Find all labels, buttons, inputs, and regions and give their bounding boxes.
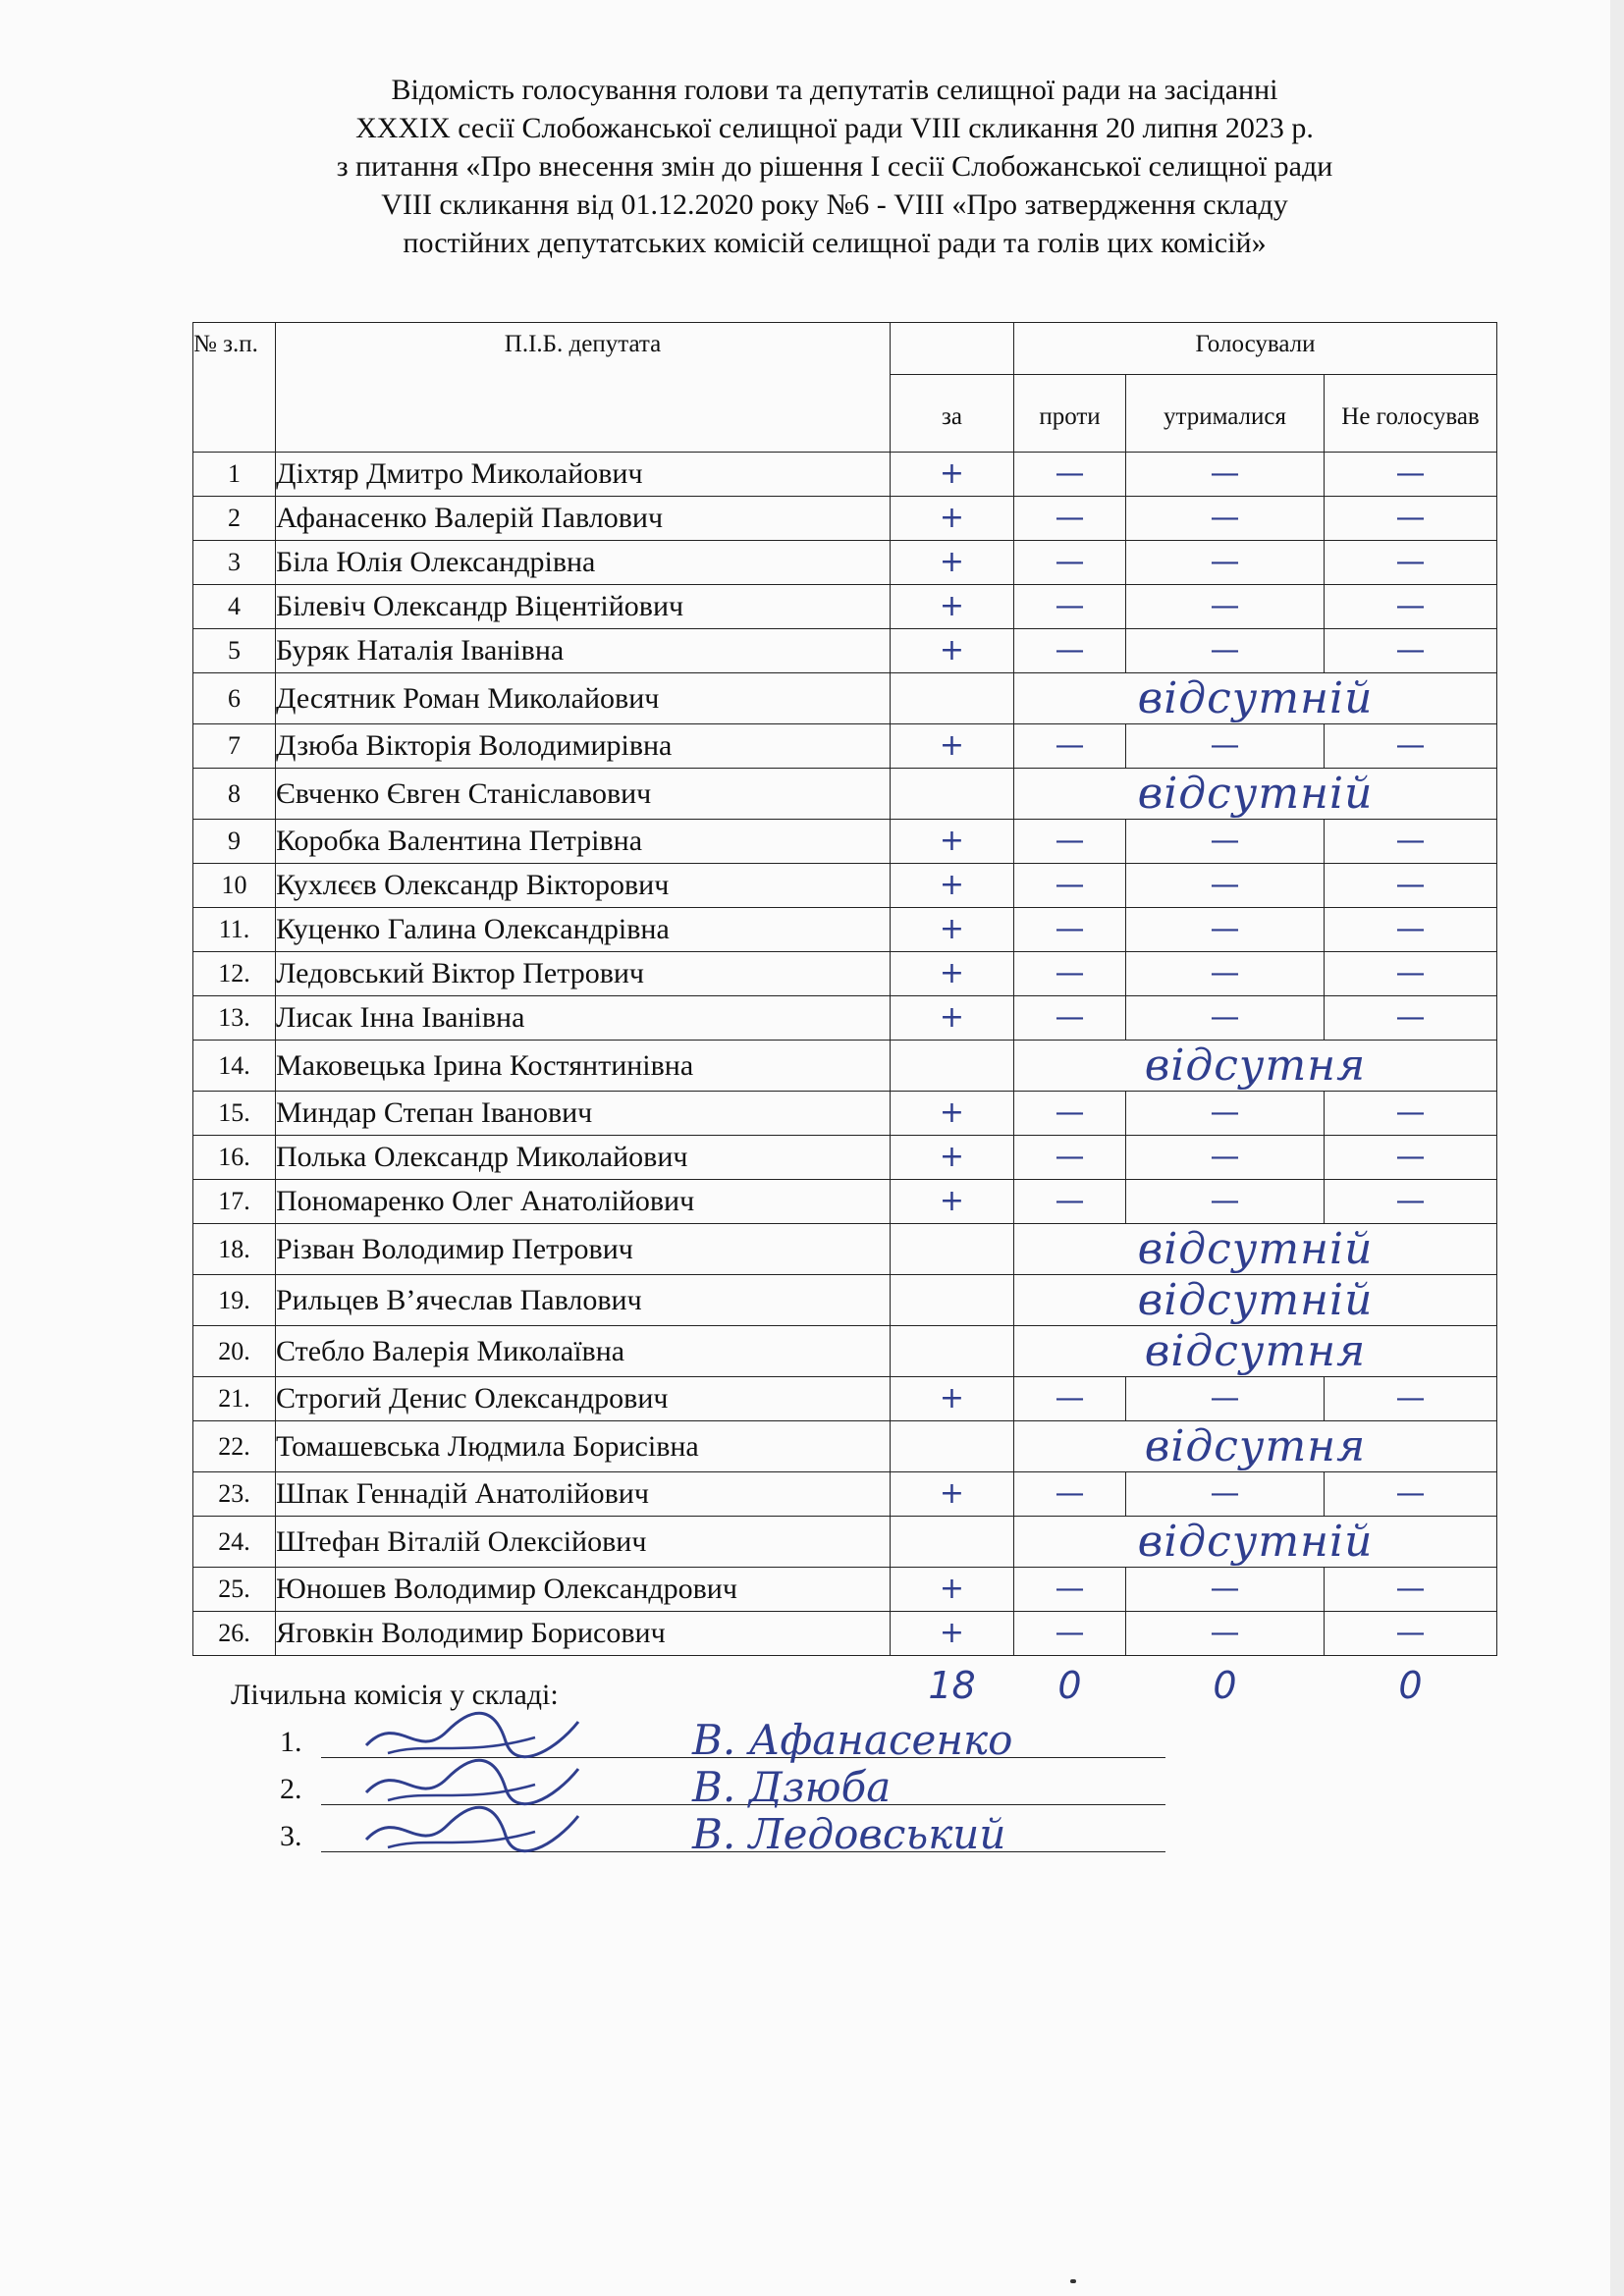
row-number: 6 [193,673,276,724]
vote-for: + [891,585,1014,629]
vote-not-voted: — [1325,1180,1497,1224]
table-row [193,497,1497,541]
vote-abstained: — [1126,541,1325,585]
vote-not-voted: — [1325,724,1497,769]
vote-against: — [1014,908,1126,952]
vote-for: + [891,820,1014,864]
absent-note: відсутня [1014,1326,1497,1377]
vote-against: — [1014,497,1126,541]
absent-note: відсутня [1014,1421,1497,1472]
row-number: 2 [193,497,276,541]
vote-against: — [1014,1612,1126,1656]
vote-against: — [1014,453,1126,497]
row-number: 4 [193,585,276,629]
table-row [193,1136,1497,1180]
vote-against: — [1014,1377,1126,1421]
row-number: 25. [193,1568,276,1612]
vote-for [891,1326,1014,1377]
row-number: 23. [193,1472,276,1517]
row-number: 10 [193,864,276,908]
table-row [193,1472,1497,1517]
absent-note: відсутня [1014,1041,1497,1092]
table-row [193,1517,1497,1568]
counting-commission [231,1679,1213,1861]
deputy-name: Десятник Роман Миколайович [276,673,891,724]
vote-against: — [1014,996,1126,1041]
vote-abstained: — [1126,1092,1325,1136]
deputy-name: Коробка Валентина Петрівна [276,820,891,864]
row-number: 16. [193,1136,276,1180]
header-line: з питання «Про внесення змін до рішення І сесії Слобожанської селищної ради [336,150,1333,183]
total-against: 0 [1057,1664,1082,1707]
vote-abstained: — [1126,585,1325,629]
signature-scribble [358,1796,584,1859]
row-number: 22. [193,1421,276,1472]
deputy-name: Полька Олександр Миколайович [276,1136,891,1180]
voting-table [192,322,1497,1715]
total-for: 18 [928,1664,976,1707]
table-row [193,673,1497,724]
vote-abstained: — [1126,1472,1325,1517]
table-row [193,541,1497,585]
member-name: В. Афанасенко [692,1716,1013,1764]
header-line: VIII скликання від 01.12.2020 року №6 - VIII «Про затвердження складу [381,188,1288,221]
table-row [193,724,1497,769]
header-line: XXXIX сесії Слобожанської селищної ради VIII скликання 20 липня 2023 р. [355,112,1314,144]
vote-not-voted: — [1325,453,1497,497]
vote-against: — [1014,724,1126,769]
vote-against: — [1014,1092,1126,1136]
table-row [193,996,1497,1041]
deputy-name: Білевіч Олександр Віцентійович [276,585,891,629]
vote-not-voted: — [1325,908,1497,952]
commission-member [280,1810,1213,1861]
row-number: 24. [193,1517,276,1568]
deputy-name: Шпак Геннадій Анатолійович [276,1472,891,1517]
vote-for: + [891,1472,1014,1517]
vote-against: — [1014,1136,1126,1180]
table-row [193,1041,1497,1092]
column-header-blank [891,323,1014,375]
row-number: 7 [193,724,276,769]
deputy-name: Дзюба Вікторія Володимирівна [276,724,891,769]
row-number: 15. [193,1092,276,1136]
vote-against: — [1014,1180,1126,1224]
absent-note: відсутній [1014,673,1497,724]
absent-note: відсутній [1014,769,1497,820]
vote-against: — [1014,1472,1126,1517]
absent-note: відсутній [1014,1275,1497,1326]
vote-against: — [1014,820,1126,864]
vote-for: + [891,908,1014,952]
row-number: 17. [193,1180,276,1224]
table-row [193,1326,1497,1377]
vote-not-voted: — [1325,996,1497,1041]
vote-not-voted: — [1325,864,1497,908]
vote-not-voted: — [1325,1612,1497,1656]
absent-note: відсутній [1014,1517,1497,1568]
voting-table-body [193,453,1497,1716]
deputy-name: Строгий Денис Олександрович [276,1377,891,1421]
vote-abstained: — [1126,497,1325,541]
vote-for: + [891,497,1014,541]
column-header-for: за [891,375,1014,453]
row-number: 5 [193,629,276,673]
deputy-name: Стебло Валерія Миколаївна [276,1326,891,1377]
deputy-name: Різван Володимир Петрович [276,1224,891,1275]
deputy-name: Юношев Володимир Олександрович [276,1568,891,1612]
vote-against: — [1014,864,1126,908]
vote-for: + [891,1092,1014,1136]
vote-not-voted: — [1325,541,1497,585]
vote-for: + [891,996,1014,1041]
deputy-name: Біла Юлія Олександрівна [276,541,891,585]
vote-not-voted: — [1325,820,1497,864]
vote-for: + [891,1612,1014,1656]
deputy-name: Рильцев В’ячеслав Павлович [276,1275,891,1326]
row-number: 11. [193,908,276,952]
member-index: 1. [280,1726,302,1758]
member-index: 2. [280,1773,302,1805]
table-row [193,1180,1497,1224]
row-number: 1 [193,453,276,497]
row-number: 14. [193,1041,276,1092]
table-row [193,1224,1497,1275]
deputy-name: Діхтяр Дмитро Миколайович [276,453,891,497]
vote-not-voted: — [1325,497,1497,541]
commission-title: Лічильна комісія у складі: [231,1679,559,1711]
column-header-not-voted: Не голосував [1325,375,1497,453]
document-header [187,71,1483,262]
deputy-name: Штефан Віталій Олексійович [276,1517,891,1568]
row-number: 13. [193,996,276,1041]
vote-for: + [891,1136,1014,1180]
table-row [193,820,1497,864]
vote-abstained: — [1126,1180,1325,1224]
table-row [193,1612,1497,1656]
table-row [193,1421,1497,1472]
table-row [193,864,1497,908]
vote-abstained: — [1126,996,1325,1041]
row-number: 20. [193,1326,276,1377]
vote-against: — [1014,585,1126,629]
deputy-name: Куценко Галина Олександрівна [276,908,891,952]
vote-abstained: — [1126,724,1325,769]
vote-for: + [891,1377,1014,1421]
deputy-name: Маковецька Ірина Костянтинівна [276,1041,891,1092]
vote-for: + [891,1180,1014,1224]
vote-abstained: — [1126,952,1325,996]
table-row [193,908,1497,952]
header-line: Відомість голосування голови та депутатів селищної ради на засіданні [391,74,1278,106]
deputy-name: Миндар Степан Іванович [276,1092,891,1136]
vote-abstained: — [1126,1612,1325,1656]
vote-against: — [1014,629,1126,673]
row-number: 9 [193,820,276,864]
table-row [193,1377,1497,1421]
table-row [193,1568,1497,1612]
table-row [193,1275,1497,1326]
vote-against: — [1014,1568,1126,1612]
deputy-name: Яговкін Володимир Борисович [276,1612,891,1656]
vote-for [891,1517,1014,1568]
row-number: 18. [193,1224,276,1275]
vote-for: + [891,541,1014,585]
deputy-name: Буряк Наталія Іванівна [276,629,891,673]
vote-for: + [891,1568,1014,1612]
header-line: постійних депутатських комісій селищної ради та голів цих комісій» [403,227,1267,259]
row-number: 19. [193,1275,276,1326]
vote-for: + [891,864,1014,908]
column-header-voted: Голосували [1014,323,1497,375]
total-abstained: 0 [1213,1664,1237,1707]
member-name: В. Ледовський [692,1810,1006,1858]
deputy-name: Пономаренко Олег Анатолійович [276,1180,891,1224]
table-row [193,585,1497,629]
vote-for: + [891,453,1014,497]
table-row [193,1092,1497,1136]
vote-for: + [891,629,1014,673]
row-number: 26. [193,1612,276,1656]
deputy-name: Томашевська Людмила Борисівна [276,1421,891,1472]
deputy-name: Кухлєєв Олександр Вікторович [276,864,891,908]
column-header-abstained: утрималися [1126,375,1325,453]
vote-not-voted: — [1325,1568,1497,1612]
total-not-voted: 0 [1398,1664,1423,1707]
vote-not-voted: — [1325,952,1497,996]
vote-for: + [891,952,1014,996]
row-number: 12. [193,952,276,996]
vote-for: + [891,724,1014,769]
vote-abstained: — [1126,864,1325,908]
vote-abstained: — [1126,908,1325,952]
deputy-name: Афанасенко Валерій Павлович [276,497,891,541]
deputy-name: Ледовський Віктор Петрович [276,952,891,996]
column-header-name: П.І.Б. депутата [276,323,891,453]
deputy-name: Євченко Євген Станіславович [276,769,891,820]
vote-for [891,1421,1014,1472]
vote-abstained: — [1126,1136,1325,1180]
member-name: В. Дзюба [692,1763,892,1811]
scan-speck [1070,2279,1076,2283]
vote-abstained: — [1126,453,1325,497]
vote-not-voted: — [1325,629,1497,673]
vote-for [891,1275,1014,1326]
vote-against: — [1014,541,1126,585]
row-number: 3 [193,541,276,585]
vote-not-voted: — [1325,1092,1497,1136]
table-row [193,629,1497,673]
vote-for [891,769,1014,820]
member-index: 3. [280,1820,302,1852]
vote-not-voted: — [1325,1377,1497,1421]
vote-abstained: — [1126,629,1325,673]
column-header-against: проти [1014,375,1126,453]
row-number: 8 [193,769,276,820]
row-number: 21. [193,1377,276,1421]
vote-for [891,1224,1014,1275]
table-row [193,453,1497,497]
absent-note: відсутній [1014,1224,1497,1275]
vote-for [891,673,1014,724]
vote-not-voted: — [1325,1136,1497,1180]
vote-against: — [1014,952,1126,996]
deputy-name: Лисак Інна Іванівна [276,996,891,1041]
vote-not-voted: — [1325,1472,1497,1517]
vote-abstained: — [1126,1568,1325,1612]
vote-not-voted: — [1325,585,1497,629]
vote-for [891,1041,1014,1092]
table-row [193,952,1497,996]
vote-abstained: — [1126,1377,1325,1421]
vote-abstained: — [1126,820,1325,864]
column-header-number: № з.п. [193,323,276,453]
table-row [193,769,1497,820]
